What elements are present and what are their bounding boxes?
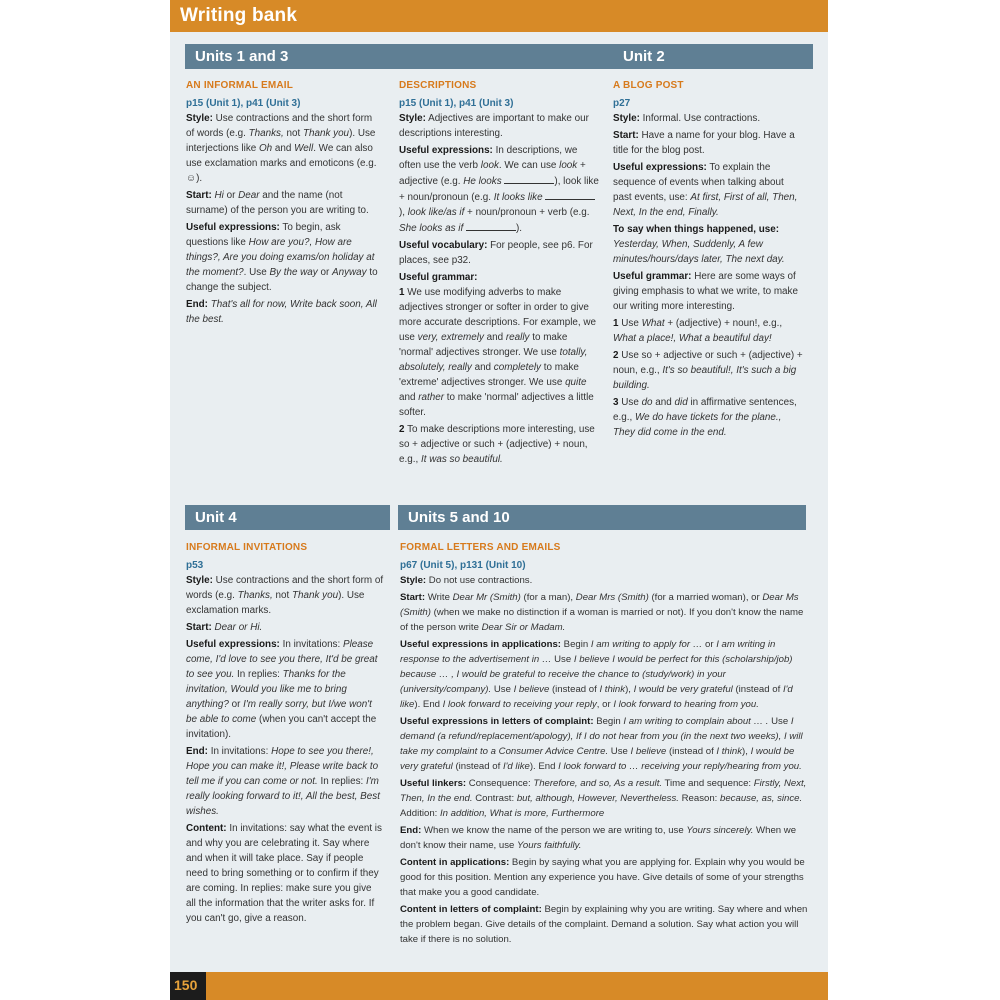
page-reference: p67 (Unit 5), p131 (Unit 10) [400, 560, 526, 571]
useful-grammar-paragraph: Useful grammar: 1 We use modifying adverbs to make adjectives stronger or softer in order to give more accurate descriptions. For example, we use very, extremely and really to make 'normal' adjectives stronger. We use totally, absolutely, really and completely to make 'extreme' adjectives stronger. We use quite and rather to make 'normal' adjectives a little softer. [399, 272, 597, 418]
section-title: FORMAL LETTERS AND EMAILS [400, 542, 561, 553]
start-paragraph: Start: Dear or Hi. [186, 622, 263, 633]
end-paragraph: End: In invitations: Hope to see you there!, Hope you can make it!, Please write back to tell me if you can come or not. In replies: I'm really looking forward to it!, All the best, Best wishes. [186, 746, 380, 817]
page-header-bar [170, 0, 828, 32]
grammar-point-1: 1 Use What + (adjective) + noun!, e.g., What a place!, What a beautiful day! [613, 318, 783, 344]
section-header-units-5-10: Units 5 and 10 [398, 505, 806, 530]
formal-letters-section [400, 540, 810, 949]
page-reference: p15 (Unit 1), p41 (Unit 3) [399, 98, 514, 109]
useful-expressions-paragraph: Useful expressions: In invitations: Please come, I'd love to see you there, It'd be great to see you. In replies: Thanks for the invitation, Would you like me to bring anything? or I'm really sorry, but I/we won't be able to come (when you can't accept the invitation). [186, 639, 378, 740]
start-paragraph: Start: Hi or Dear and the name (not surname) of the person you are writing to. [186, 190, 369, 216]
sequence-paragraph: To say when things happened, use: Yesterday, When, Suddenly, A few minutes/hours/days later, The next day. [613, 224, 785, 265]
useful-expressions-paragraph: Useful expressions: In descriptions, we often use the verb look. We can use look + adjective (e.g. He looks ), look like + noun/pronoun (e.g. It looks like ), look like/as if + noun/pronoun + verb (e.g. She looks as if ). [399, 145, 599, 234]
linkers-paragraph: Useful linkers: Consequence: Therefore, and so, As a result. Time and sequence: Firstly, Next, Then, In the end. Contrast: but, although, However, Nevertheless. Reason: because, as, since. Addition: In addition, What is more, Furthermore [400, 778, 807, 819]
page-reference: p15 (Unit 1), p41 (Unit 3) [186, 98, 301, 109]
content-paragraph: Content: In invitations: say what the event is and why you are celebrating it. Say where and when it will take place. Say if people need to bring something or to confirm if they are coming. In replies: make sure you give all the information that the writer asks for. If you can't go, give a reason. [186, 823, 382, 924]
grammar-point-2: 2 To make descriptions more interesting, use so + adjective or such + (adjective) + noun, e.g., It was so beautiful. [399, 424, 595, 465]
descriptions-section [399, 78, 599, 469]
complaint-content-paragraph: Content in letters of complaint: Begin by explaining why you are writing. Say where and when the problem began. Give details of the complaint. Demand a solution. Say what action you will take if there is no solution. [400, 904, 808, 945]
informal-invitations-section [186, 540, 384, 928]
section-title: DESCRIPTIONS [399, 80, 477, 91]
end-paragraph: End: When we know the name of the person we are writing to, use Yours sincerely. When we don't know their name, use Yours faithfully. [400, 825, 797, 851]
section-header-units-1-3: Units 1 and 3 [185, 44, 617, 69]
informal-email-section [186, 78, 378, 329]
section-title: INFORMAL INVITATIONS [186, 542, 308, 553]
page-reference: p27 [613, 98, 631, 109]
useful-grammar-paragraph: Useful grammar: Here are some ways of giving emphasis to what we write, to make our writing more interesting. [613, 271, 798, 312]
style-paragraph: Style: Do not use contractions. [400, 575, 533, 586]
style-paragraph: Style: Use contractions and the short form of words (e.g. Thanks, not Thank you). Use exclamation marks. [186, 575, 384, 616]
page-number: 150 [174, 977, 198, 993]
page-number-box [170, 972, 206, 1000]
section-header-unit-4: Unit 4 [185, 505, 390, 530]
start-paragraph: Start: Write Dear Mr (Smith) (for a man), Dear Mrs (Smith) (for a married woman), or Dear Ms (Smith) (when we make no distinction if a woman is married or not). If you don't know the name of the person write Dear Sir or Madam. [400, 592, 804, 633]
complaint-expressions-paragraph: Useful expressions in letters of complaint: Begin I am writing to complain about … . Use I demand (a refund/replacement/apology), If I do not hear from you (in the next two weeks), I will take my complaint to a Consumer Advice Centre. Use I believe (instead of I think), I would be very grateful (instead of I'd like). End I look forward to … receiving your reply/hearing from you. [400, 716, 803, 772]
section-header-unit-2: Unit 2 [613, 44, 813, 69]
grammar-point-2: 2 Use so + adjective or such + (adjective) + noun, e.g., It's so beautiful!, It's such a big building. [613, 350, 803, 391]
section-title: A BLOG POST [613, 80, 684, 91]
page-reference: p53 [186, 560, 204, 571]
style-paragraph: Style: Adjectives are important to make our descriptions interesting. [399, 113, 589, 139]
style-paragraph: Style: Use contractions and the short form of words (e.g. Thanks, not Thank you). Use interjections like Oh and Well. We can also use exclamation marks and emoticons (e.g. ☺). [186, 113, 377, 184]
end-paragraph: End: That's all for now, Write back soon, All the best. [186, 299, 377, 325]
grammar-point-3: 3 Use do and did in affirmative sentences, e.g., We do have tickets for the plane., They did come in the end. [613, 397, 797, 438]
style-paragraph: Style: Informal. Use contractions. [613, 113, 761, 124]
useful-vocabulary-paragraph: Useful vocabulary: For people, see p6. For places, see p32. [399, 240, 593, 266]
applications-content-paragraph: Content in applications: Begin by saying what you are applying for. Explain why you would be good for this position. Mention any experience you have. Give details of some of your strengths that make you a good candidate. [400, 857, 805, 898]
blog-post-section [613, 78, 803, 442]
page-title: Writing bank [180, 5, 298, 26]
applications-expressions-paragraph: Useful expressions in applications: Begin I am writing to apply for … or I am writing in response to the advertisement in … Use I believe I would be perfect for this (scholarship/job) because … , I would be grateful to receive the chance to (study/work) in your (university/company). Use I believe (instead of I think), I would be very grateful (instead of I'd like). End I look forward to receiving your reply, or I look forward to hearing from you. [400, 639, 793, 710]
textbook-page [170, 0, 828, 1000]
useful-expressions-paragraph: Useful expressions: To begin, ask questions like How are you?, How are things?, Are you doing exams/on holiday at the moment?. Use By the way or Anyway to change the subject. [186, 222, 378, 293]
section-title: AN INFORMAL EMAIL [186, 80, 294, 91]
useful-expressions-paragraph: Useful expressions: To explain the sequence of events when talking about past events, use: At first, First of all, Then, Next, In the end, Finally. [613, 162, 798, 218]
page-footer-bar [170, 972, 828, 1000]
start-paragraph: Start: Have a name for your blog. Have a title for the blog post. [613, 130, 795, 156]
page-margin [828, 0, 1000, 1000]
